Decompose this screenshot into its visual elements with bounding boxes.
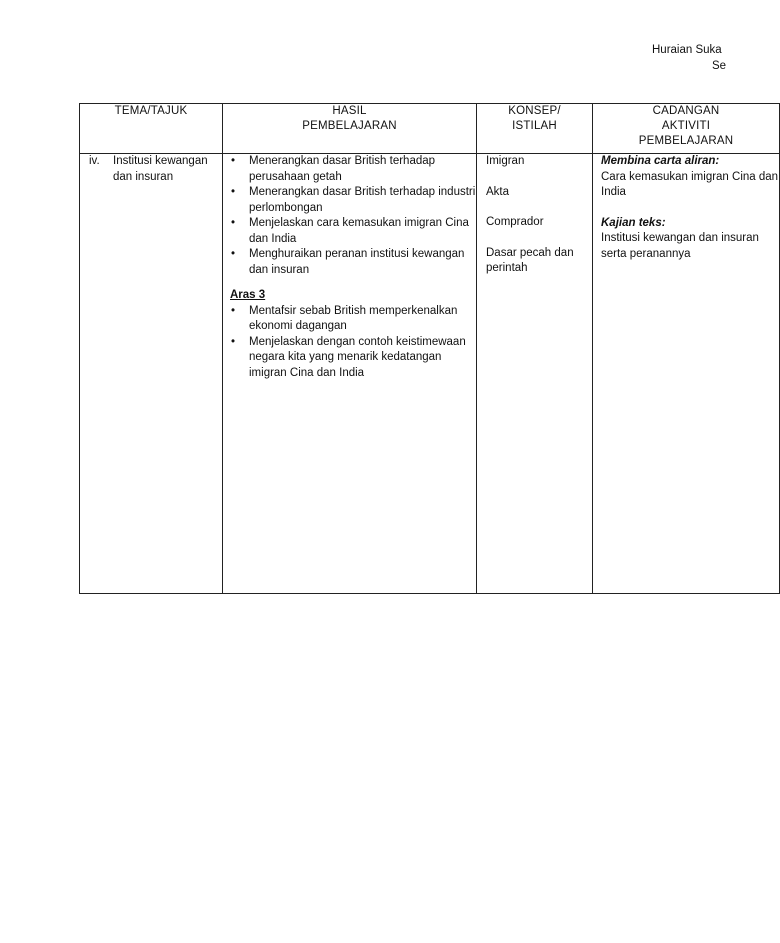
konsep-cell (477, 154, 593, 594)
header-line-1: Huraian Suka (652, 44, 722, 56)
header-tema: TEMA/TAJUK (80, 104, 223, 154)
cadangan-block (601, 154, 779, 201)
page-header (652, 42, 726, 74)
list-item: • Menghuraikan peranan institusi kewangan dan insuran (249, 247, 476, 278)
konsep-item: Comprador (486, 216, 544, 228)
list-item: • Menerangkan dasar British terhadap perusahaan getah (249, 154, 476, 185)
hasil-cell (223, 154, 477, 594)
header-line-2: Se (712, 60, 727, 72)
list-item: • Mentafsir sebab British memperkenalkan ekonomi dagangan (249, 304, 476, 335)
list-item: • Menerangkan dasar British terhadap industri perlombongan (249, 185, 476, 216)
cadangan-cell (593, 154, 780, 594)
konsep-item: Akta (486, 185, 510, 198)
tema-text: Institusi kewangan dan insuran (113, 155, 208, 183)
aras-list (223, 304, 476, 382)
cadangan-title: Membina carta aliran: (601, 155, 720, 167)
cadangan-text: Cara kemasukan imigran Cina dan India (601, 170, 779, 198)
konsep-item: Imigran (486, 155, 525, 167)
syllabus-table (79, 103, 780, 594)
tema-cell (80, 154, 223, 594)
tema-number: iv. (89, 155, 100, 167)
konsep-item: Dasar pecah dan perintah (486, 246, 574, 274)
list-item: • Menjelaskan cara kemasukan imigran Cina dan India (249, 216, 476, 247)
table-header-row (80, 104, 780, 154)
header-cadangan: CADANGAN AKTIVITI PEMBELAJARAN (593, 104, 780, 154)
aras-label: Aras 3 (230, 289, 266, 301)
hasil-list (223, 154, 476, 278)
table-row (80, 154, 780, 594)
cadangan-title: Kajian teks: (601, 216, 666, 229)
cadangan-block (601, 216, 779, 263)
header-hasil: HASIL PEMBELAJARAN (223, 104, 477, 154)
list-item: • Menjelaskan dengan contoh keistimewaan negara kita yang menarik kedatangan imigran Cina dan India (249, 335, 476, 382)
header-konsep: KONSEP/ ISTILAH (477, 104, 593, 154)
cadangan-text: Institusi kewangan dan insuran serta peranannya (601, 232, 759, 260)
